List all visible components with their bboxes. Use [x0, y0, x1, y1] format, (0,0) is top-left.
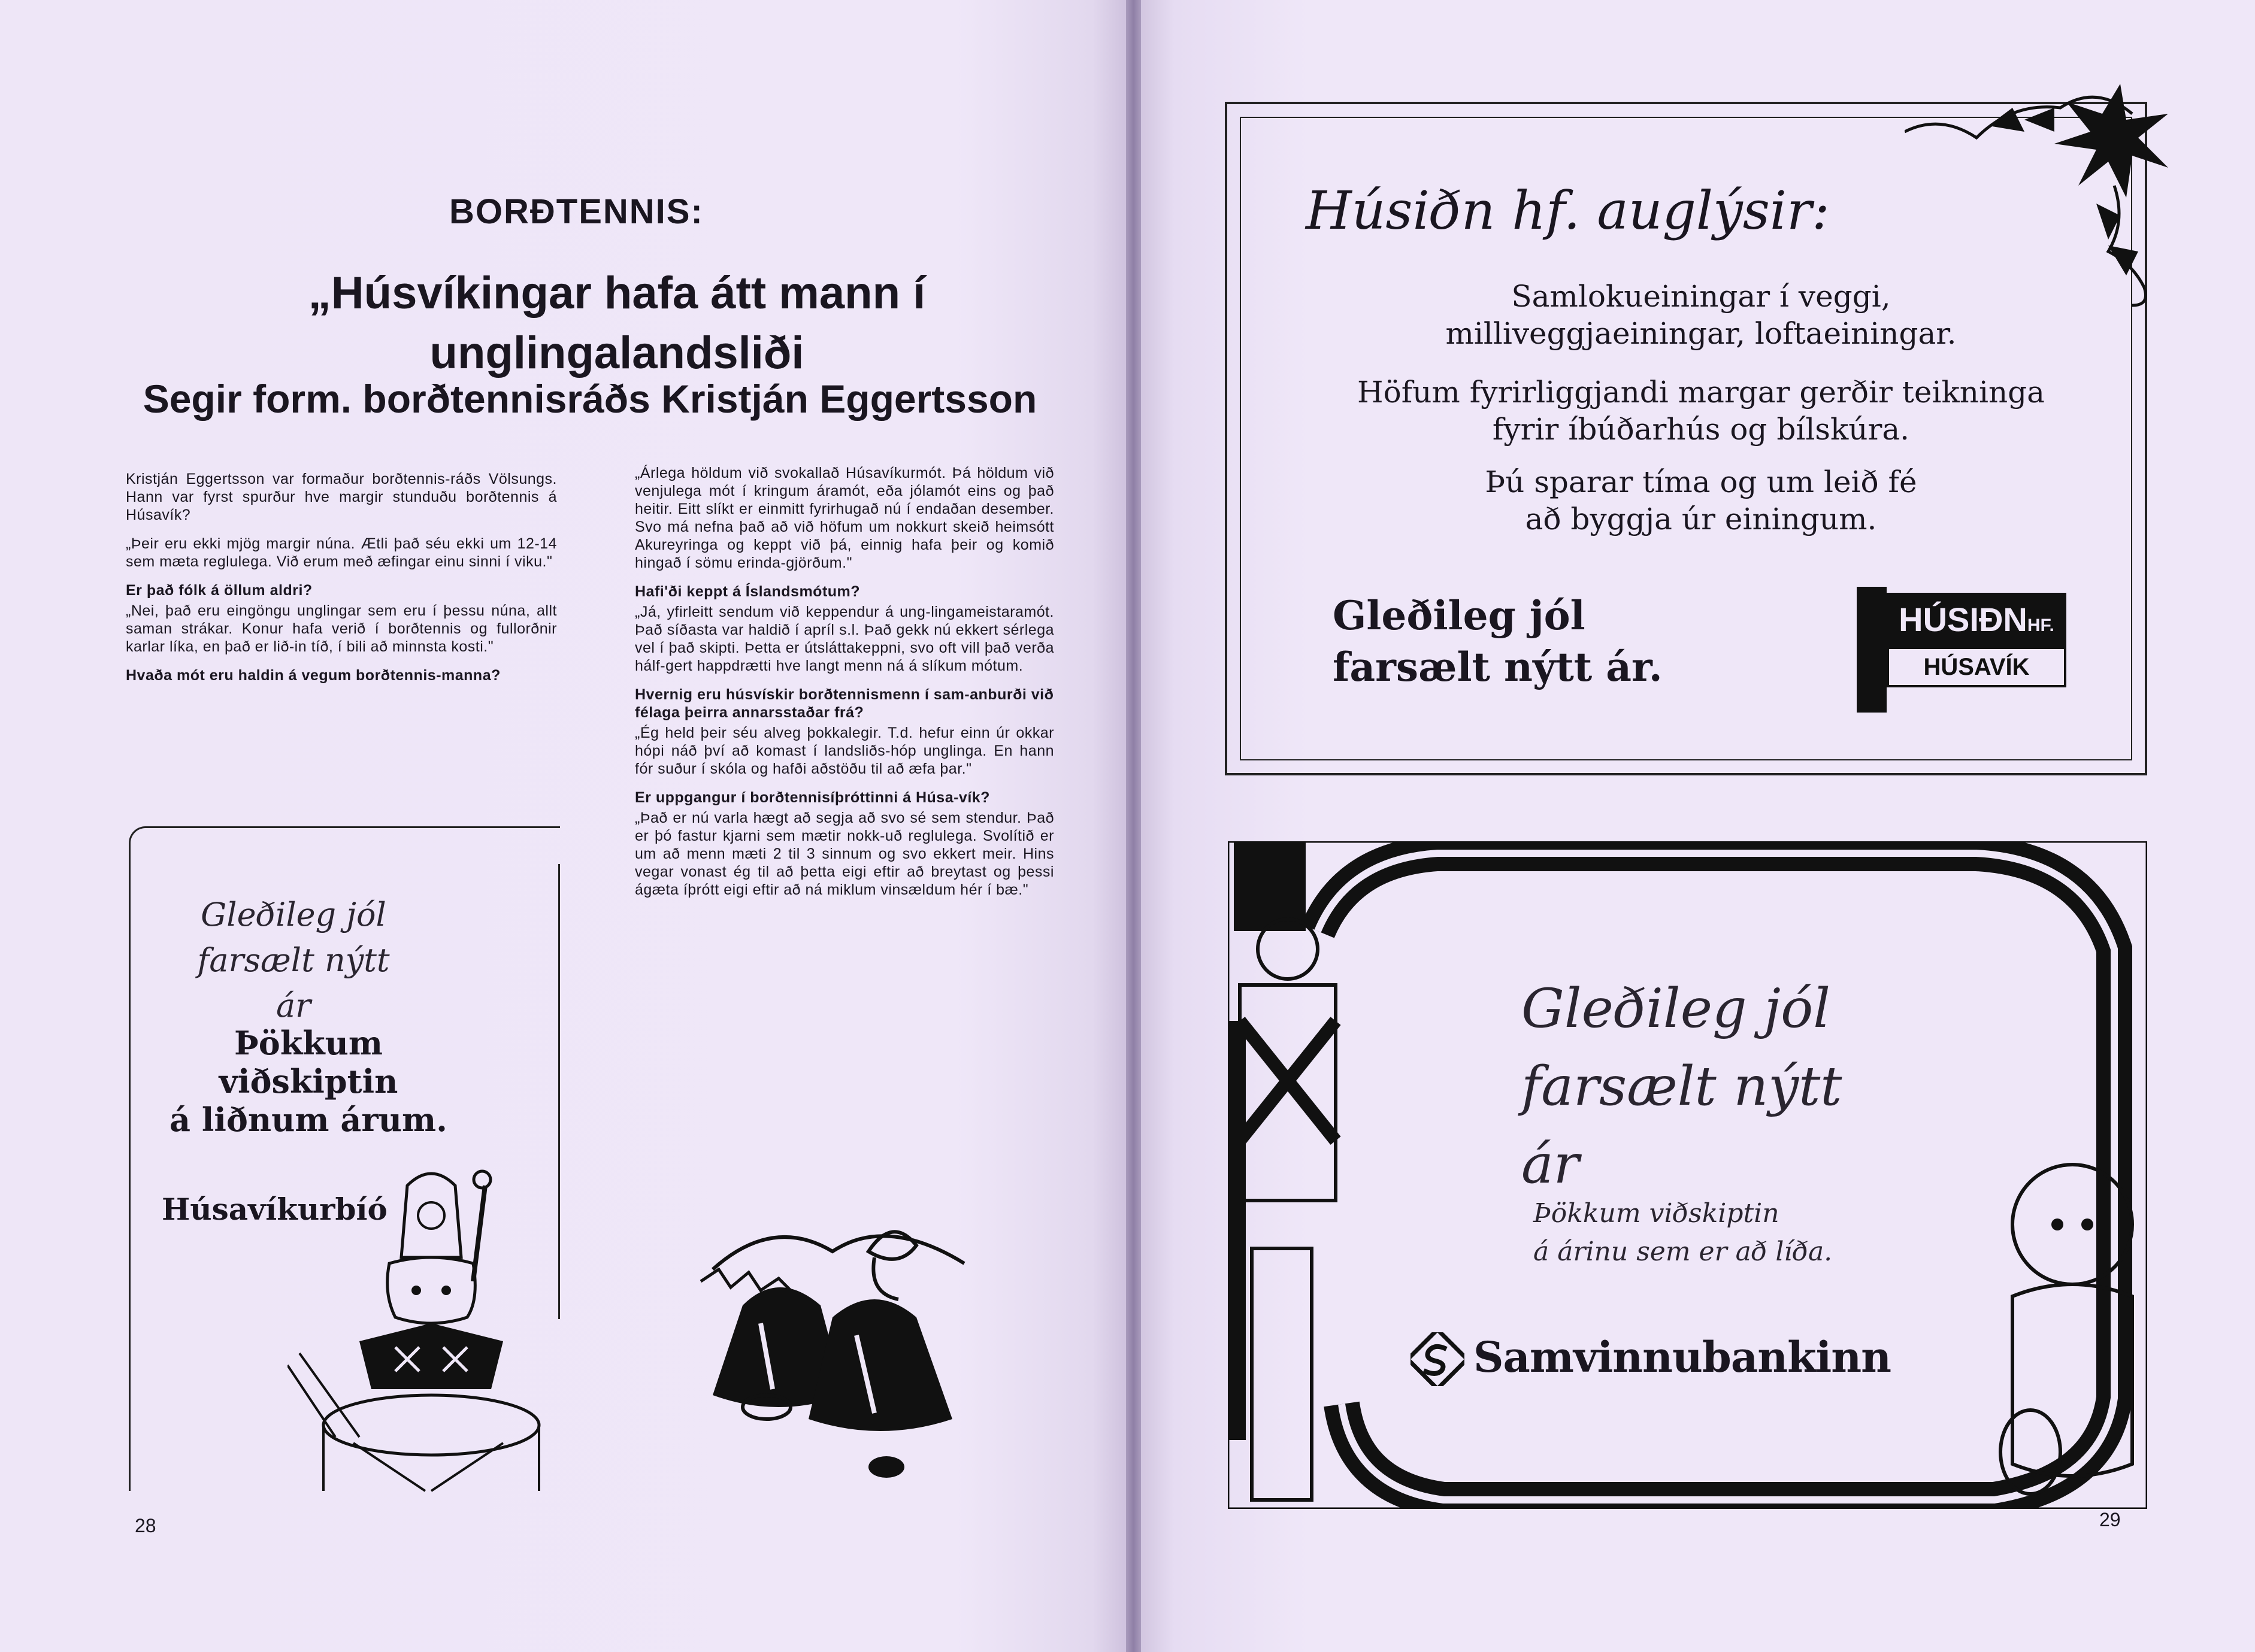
book-gutter [1126, 0, 1141, 1652]
house-ad-line: Höfum fyrirliggjandi margar gerðir teikninga [1357, 375, 2045, 410]
article-column-right [635, 464, 1054, 910]
cinema-ad-greeting [180, 892, 407, 1029]
interview-question: Er það fólk á öllum aldri? [126, 582, 313, 599]
article-column-left [126, 470, 557, 687]
paragraph: Kristján Eggertsson var formaður borðtennis-ráðs Völsungs. Hann var fyrst spurður hve margir stunduðu borðtennis á Húsavík? [126, 471, 557, 523]
christmas-bells-illustration [677, 1215, 988, 1491]
headline-line: „Húsvíkingar hafa átt mann í [308, 268, 926, 319]
thanks-line: á liðnum árum. [169, 1101, 447, 1139]
house-ad-greeting [1333, 590, 1663, 693]
thanks-line: Þökkum [234, 1024, 383, 1062]
article-headline [228, 263, 1006, 383]
husidn-logo [1839, 587, 2078, 707]
page-number-right: 29 [2099, 1509, 2121, 1530]
paragraph: „Nei, það eru eingöngu unglingar sem eru í þessu núna, allt saman strákar. Konur hafa verið í borðtennis og fullorðnir karlar líka, en það er lið-in tíð, í bili að minnsta kosti." [126, 602, 557, 655]
greeting-line: Gleðileg jól [201, 896, 386, 933]
interview-question: Er uppgangur í borðtennisíþróttinni á Húsa-vík? [635, 789, 990, 806]
thanks-line: Þökkum viðskiptin [1533, 1198, 1779, 1229]
section-kicker: BORÐTENNIS: [449, 192, 704, 231]
bank-ad-thanks [1533, 1195, 1832, 1271]
house-ad-line: Þú sparar tíma og um leið fé [1485, 465, 1917, 499]
page-number-left: 28 [135, 1515, 156, 1536]
husidn-logo-bottom: HÚSAVÍK [1887, 647, 2066, 687]
house-ad-line: Samlokueiningar í veggi, [1511, 279, 1891, 314]
house-ad-line: að byggja úr einingum. [1525, 502, 1877, 536]
greeting-line: Gleðileg jól [1521, 977, 1831, 1040]
article-subheadline: Segir form. borðtennisráðs Kristján Eggertsson [143, 377, 1037, 421]
house-ad-line: fyrir íbúðarhús og bílskúra. [1492, 412, 1910, 447]
thanks-line: viðskiptin [219, 1062, 398, 1101]
house-ad-line: milliveggjaeiningar, loftaeiningar. [1445, 316, 1957, 351]
greeting-line: farsælt nýtt ár [1521, 1055, 1842, 1196]
headline-line: unglingalandsliði [429, 328, 804, 378]
cinema-ad-thanks [162, 1024, 455, 1139]
paragraph: „Já, yfirleitt sendum við keppendur á ung-lingameistaramót. Það síðasta var haldið í apríl s.l. Það gekk nú ekkert sérlega vel í það skipti. Þetta er útsláttakeppni, svo oft vill það verða hálf-gert happdrætti hve langt menn ná á slíkum mótum. [635, 604, 1054, 674]
cinema-ad-advertiser: Húsavíkurbíó [162, 1192, 388, 1227]
thanks-line: á árinu sem er að líða. [1533, 1236, 1833, 1267]
bank-name: Samvinnubankinn [1473, 1332, 1891, 1382]
interview-question: Hvaða mót eru haldin á vegum borðtennis-manna? [126, 667, 501, 684]
drummer-illustration [287, 1162, 563, 1497]
house-ad-title: Húsiðn hf. auglýsir: [1306, 180, 1830, 241]
paragraph: „Ég held þeir séu alveg þokkalegir. T.d. hefur einn úr okkar hópi náð því að komast í landsliðs-hóp unglinga. En hann fór suður í skóla og hafði aðstöðu til að æfa þar." [635, 725, 1054, 777]
bank-ad-greeting [1521, 970, 1893, 1204]
paragraph: „Árlega höldum við svokallað Húsavíkurmót. Þá höldum við venjulega mót í kringum áramót, eða jólamót eins og það heitir. Eitt slíkt er einmitt fyrirhugað nú í endaðan desember. Svo má nefna það að við höfum um nokkurt skeið heimsótt Akureyringa og keppt við þá, einnig hafa þeir og komið hingað í sömu erinda-gjörðum." [635, 465, 1054, 571]
greeting-line: Gleðileg jól [1333, 592, 1585, 639]
samvinnubankinn-logo-icon [1410, 1332, 1464, 1386]
husidn-logo-top: HÚSIÐNHF. [1887, 593, 2066, 647]
poinsettia-corner-decoration [1905, 84, 2168, 311]
greeting-line: farsælt nýtt ár. [1333, 644, 1663, 690]
interview-question: Hvernig eru húsvískir borðtennismenn í sam-anburði við félaga þeirra annarsstaðar frá? [635, 686, 1054, 721]
greeting-line: farsælt nýtt ár [197, 941, 390, 1024]
paragraph: „Það er nú varla hægt að segja að svo sé sem stendur. Það er þó fastur kjarni sem mætir nokk-uð reglulega. Svolítið er um að menn mæti 2 til 3 sinnum og svo ekkert meir. Hins vegar vonast ég til að þetta eigi eftir að breytast og þessi ágæta íþrótt eigi eftir að ná miklum vinsældum hér í bæ." [635, 810, 1054, 898]
paragraph: „Þeir eru ekki mjög margir núna. Ætli það séu ekki um 12-14 sem mæta reglulega. Við erum með æfingar einu sinni í viku." [126, 535, 557, 570]
interview-question: Hafi'ði keppt á Íslandsmótum? [635, 583, 861, 600]
